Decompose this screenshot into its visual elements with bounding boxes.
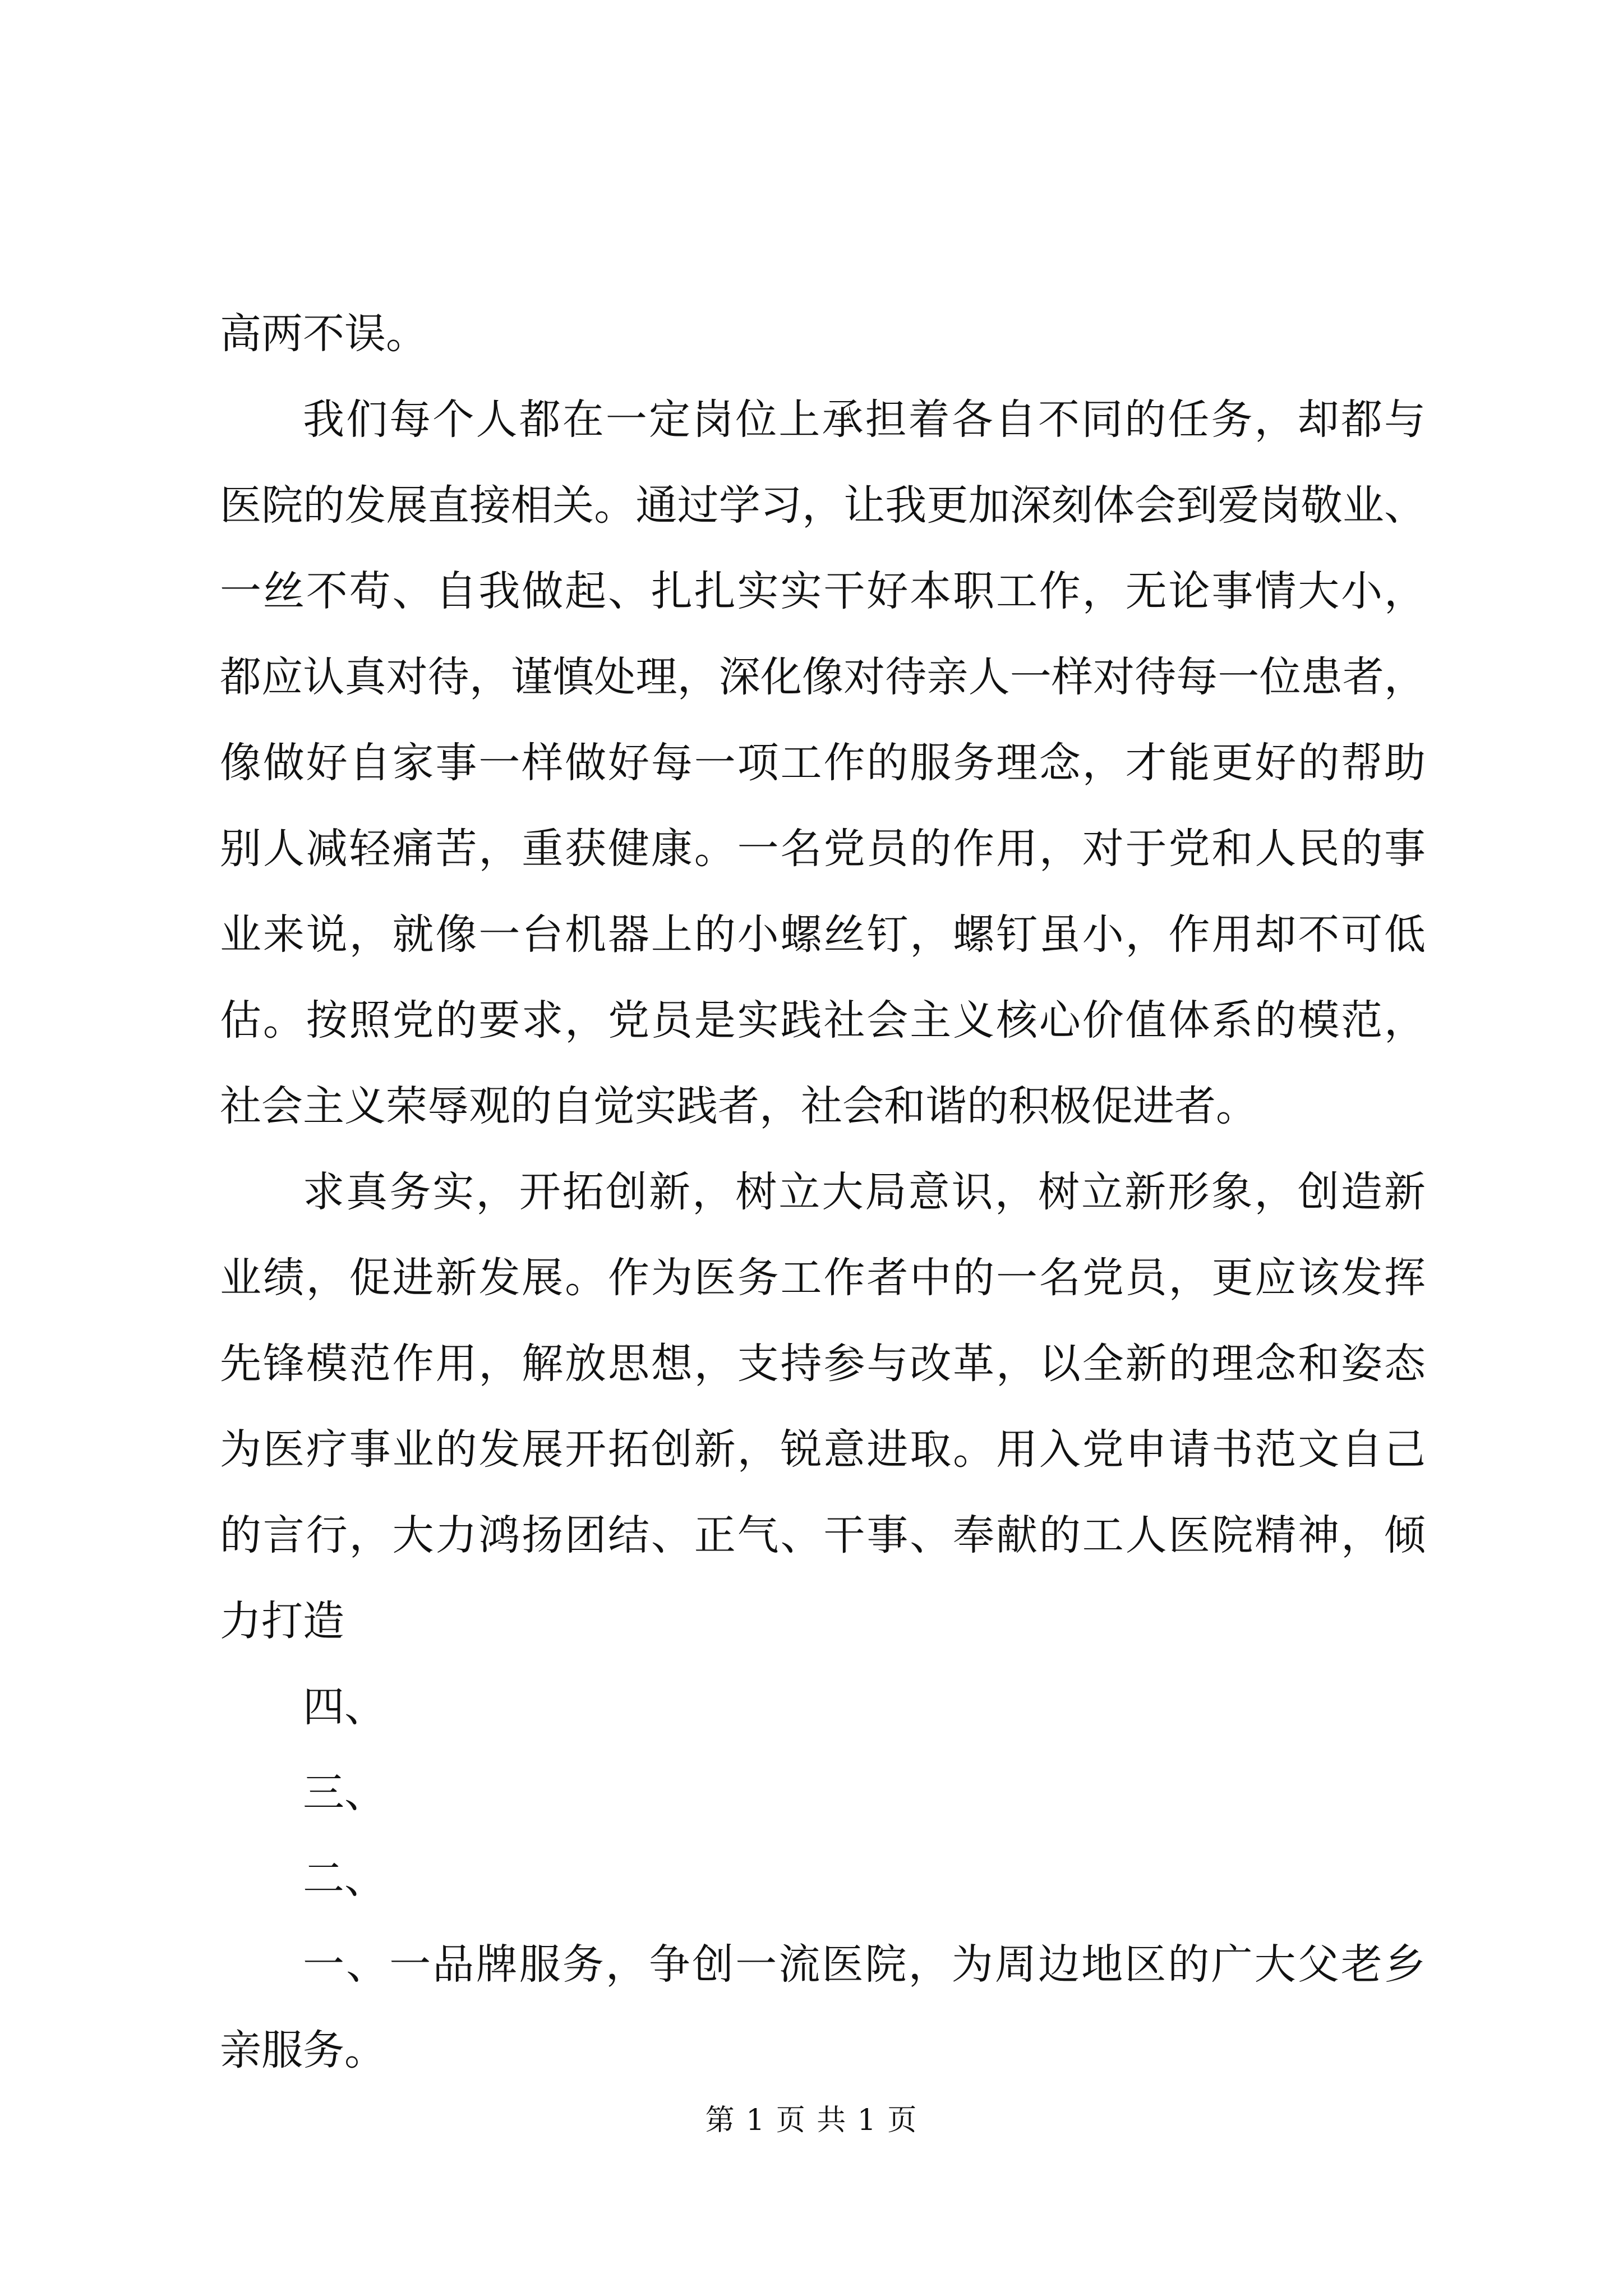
text-line: 业来说，就像一台机器上的小螺丝钉，螺钉虽小，作用却不可低 bbox=[220, 910, 1426, 959]
text-line: 业绩，促进新发展。作为医务工作者中的一名党员，更应该发挥 bbox=[220, 1254, 1426, 1302]
text-line: 一、一品牌服务，争创一流医院，为周边地区的广大父老乡 bbox=[303, 1940, 1426, 1989]
text-line: 医院的发展直接相关。通过学习，让我更加深刻体会到爱岗敬业、 bbox=[220, 481, 1426, 530]
text-line: 亲服务。 bbox=[220, 2026, 386, 2074]
text-line: 高两不误。 bbox=[220, 310, 427, 358]
text-line: 四、 bbox=[303, 1683, 386, 1731]
text-line: 社会主义荣辱观的自觉实践者，社会和谐的积极促进者。 bbox=[220, 1082, 1257, 1130]
text-line: 二、 bbox=[303, 1855, 386, 1903]
text-line: 为医疗事业的发展开拓创新，锐意进取。用入党申请书范文自己 bbox=[220, 1425, 1426, 1474]
text-line: 别人减轻痛苦，重获健康。一名党员的作用，对于党和人民的事 bbox=[220, 825, 1426, 873]
text-line: 都应认真对待，谨慎处理，深化像对待亲人一样对待每一位患者， bbox=[220, 653, 1426, 701]
text-line: 求真务实，开拓创新，树立大局意识，树立新形象，创造新 bbox=[303, 1168, 1426, 1216]
text-line: 像做好自家事一样做好每一项工作的服务理念，才能更好的帮助 bbox=[220, 739, 1426, 787]
text-line: 一丝不苟、自我做起、扎扎实实干好本职工作，无论事情大小， bbox=[220, 567, 1426, 615]
text-line: 的言行，大力鸿扬团结、正气、干事、奉献的工人医院精神，倾 bbox=[220, 1511, 1426, 1559]
text-line: 先锋模范作用，解放思想，支持参与改革，以全新的理念和姿态 bbox=[220, 1340, 1426, 1388]
page-number-footer: 第 1 页 共 1 页 bbox=[705, 2104, 918, 2137]
text-line: 三、 bbox=[303, 1769, 386, 1817]
text-line: 估。按照党的要求，党员是实践社会主义核心价值体系的模范， bbox=[220, 996, 1426, 1045]
text-line: 我们每个人都在一定岗位上承担着各自不同的任务，却都与 bbox=[303, 395, 1426, 444]
text-line: 力打造 bbox=[220, 1597, 344, 1645]
